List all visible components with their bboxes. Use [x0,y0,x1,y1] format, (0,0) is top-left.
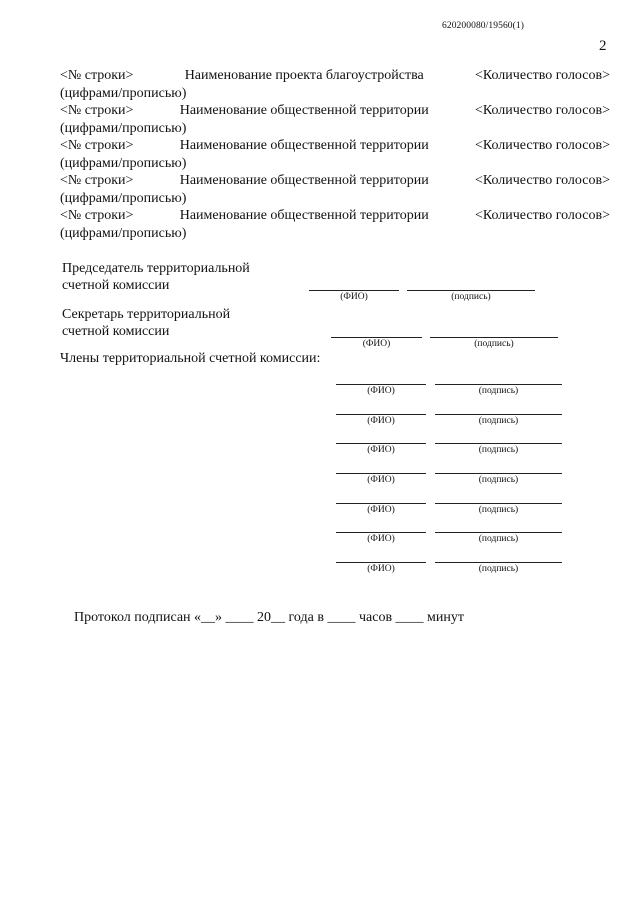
result-row [60,102,610,137]
row-votes-placeholder: <Количество голосов> [474,138,610,153]
row-number-placeholder: <№ строки> [60,68,134,83]
member-signature-caption: (подпись) [478,475,519,485]
member-signature-line [435,562,562,563]
row-name: Наименование общественной территории [179,138,429,153]
result-row [60,207,610,242]
chairman-fio-line [309,290,399,291]
secretary-fio-line [331,337,422,338]
chairman-fio-caption: (ФИО) [340,292,368,302]
member-signature-line [435,503,562,504]
chairman-label: Председатель территориальной счетной комиссии [62,261,250,293]
row-name: Наименование проекта благоустройства [184,68,424,83]
page-number: 2 [599,38,607,54]
row-votes-format: (цифрами/прописью) [60,85,187,101]
member-fio-line [336,443,426,444]
member-signature-line [435,414,562,415]
member-signature-caption: (подпись) [478,505,519,515]
row-votes-format: (цифрами/прописью) [60,225,187,241]
row-name: Наименование общественной территории [179,103,429,118]
row-number-placeholder: <№ строки> [60,138,134,153]
row-votes-placeholder: <Количество голосов> [474,208,610,223]
protocol-signed-line: Протокол подписан «__» ____ 20__ года в ____ часов ____ минут [74,610,465,625]
member-signature-line [435,443,562,444]
member-signature-caption: (подпись) [478,386,519,396]
member-fio-caption: (ФИО) [367,386,395,396]
row-number-placeholder: <№ строки> [60,208,134,223]
row-votes-format: (цифрами/прописью) [60,155,187,171]
result-row [60,67,610,102]
row-votes-placeholder: <Количество голосов> [474,173,610,188]
row-votes-format: (цифрами/прописью) [60,120,187,136]
member-signature-line [435,532,562,533]
row-number-placeholder: <№ строки> [60,173,134,188]
voting-rows [60,67,610,242]
row-votes-placeholder: <Количество голосов> [474,103,610,118]
chairman-signature-line [407,290,535,291]
member-fio-caption: (ФИО) [367,564,395,574]
row-votes-placeholder: <Количество голосов> [474,68,610,83]
secretary-signature-caption: (подпись) [474,339,514,349]
row-number-placeholder: <№ строки> [60,103,134,118]
member-fio-line [336,562,426,563]
result-row [60,137,610,172]
member-fio-line [336,532,426,533]
secretary-label: Секретарь территориальной счетной комиссии [62,307,231,339]
members-label: Члены территориальной счетной комиссии: [60,351,321,366]
document-number: 620200080/19560(1) [442,21,525,31]
member-fio-line [336,384,426,385]
member-fio-caption: (ФИО) [367,505,395,515]
member-fio-line [336,503,426,504]
row-name: Наименование общественной территории [179,173,429,188]
member-fio-caption: (ФИО) [367,475,395,485]
member-signature-line [435,473,562,474]
member-signature-caption: (подпись) [478,564,519,574]
result-row [60,172,610,207]
member-fio-caption: (ФИО) [367,416,395,426]
secretary-signature-line [430,337,558,338]
row-name: Наименование общественной территории [179,208,429,223]
member-signature-caption: (подпись) [478,416,519,426]
member-fio-caption: (ФИО) [367,534,395,544]
chairman-signature-caption: (подпись) [451,292,491,302]
member-fio-line [336,414,426,415]
secretary-fio-caption: (ФИО) [362,339,391,349]
row-votes-format: (цифрами/прописью) [60,190,187,206]
member-signature-caption: (подпись) [478,445,519,455]
member-signature-line [435,384,562,385]
member-signature-caption: (подпись) [478,534,519,544]
member-fio-caption: (ФИО) [367,445,395,455]
member-fio-line [336,473,426,474]
